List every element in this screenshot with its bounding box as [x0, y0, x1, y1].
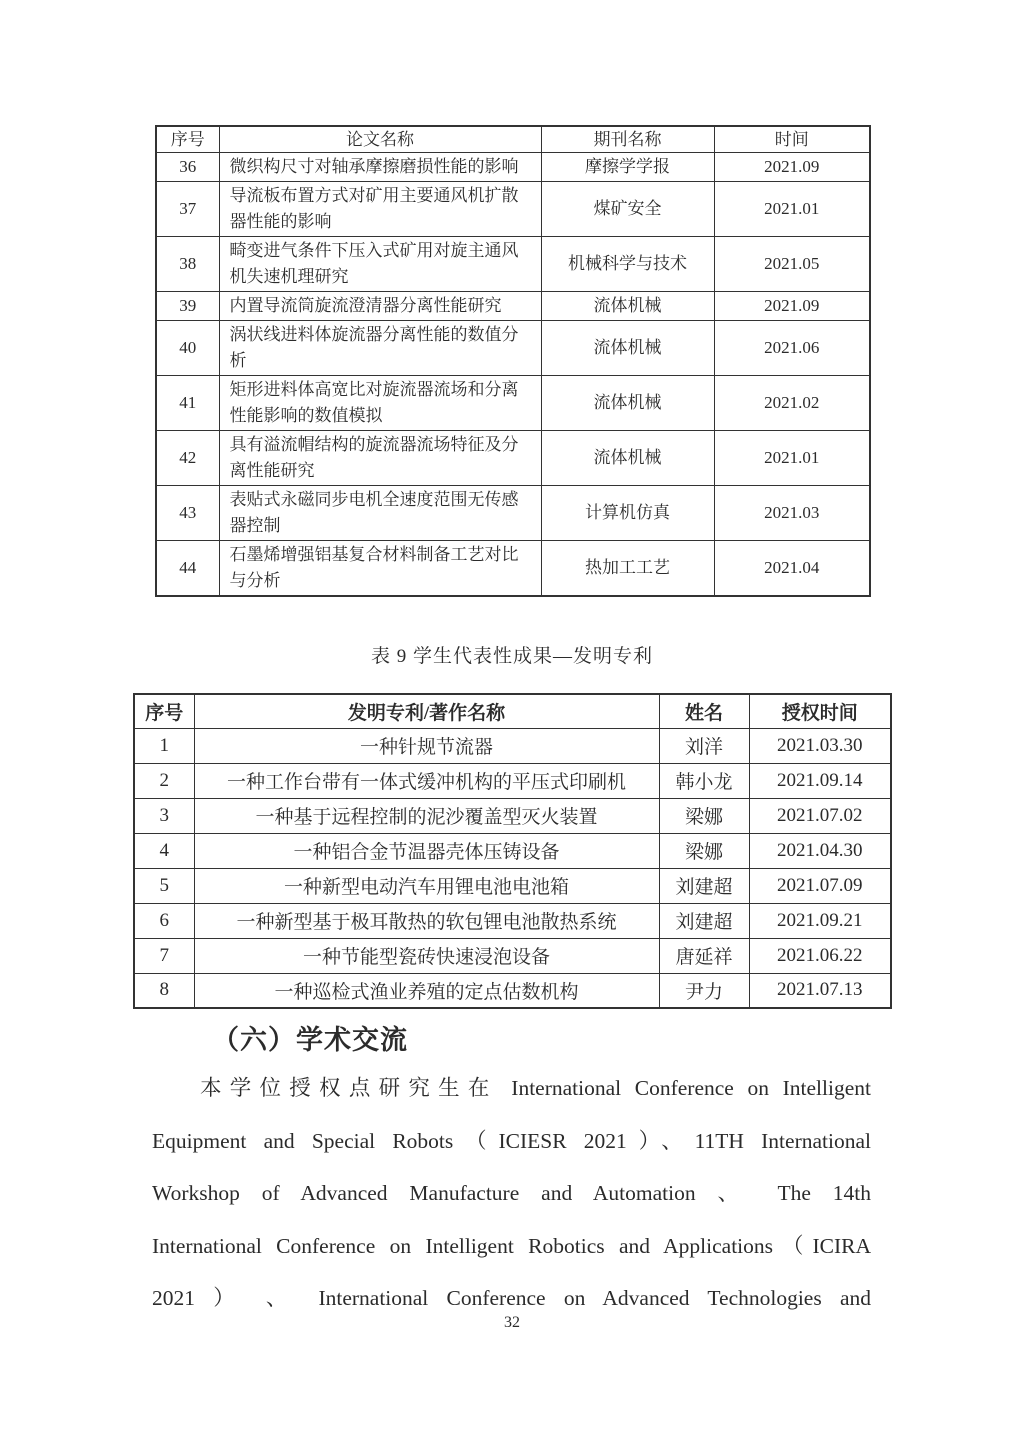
papers-cell: 表贴式永磁同步电机全速度范围无传感器控制 — [219, 486, 541, 541]
patents-cell: 6 — [134, 903, 194, 938]
patents-cell: 刘建超 — [659, 868, 749, 903]
papers-cell: 39 — [156, 292, 219, 321]
papers-cell: 流体机械 — [541, 292, 714, 321]
papers-cell: 2021.03 — [714, 486, 870, 541]
papers-cell: 44 — [156, 541, 219, 597]
papers-row — [156, 376, 870, 431]
papers-cell: 矩形进料体高宽比对旋流器流场和分离性能影响的数值模拟 — [219, 376, 541, 431]
papers-cell: 机械科学与技术 — [541, 237, 714, 292]
patents-cell: 一种基于远程控制的泥沙覆盖型灭火装置 — [194, 798, 659, 833]
patents-cell: 2021.03.30 — [749, 728, 891, 763]
patents-cell: 5 — [134, 868, 194, 903]
papers-cell: 导流板布置方式对矿用主要通风机扩散器性能的影响 — [219, 182, 541, 237]
papers-cell: 具有溢流帽结构的旋流器流场特征及分离性能研究 — [219, 431, 541, 486]
patents-cell: 2021.06.22 — [749, 938, 891, 973]
patents-cell: 2021.07.09 — [749, 868, 891, 903]
patents-col-no: 序号 — [134, 694, 194, 728]
papers-cell: 41 — [156, 376, 219, 431]
patents-row — [134, 728, 891, 763]
papers-row — [156, 431, 870, 486]
patents-table-header — [134, 694, 891, 728]
papers-cell: 40 — [156, 321, 219, 376]
papers-cell: 36 — [156, 153, 219, 182]
patents-row — [134, 798, 891, 833]
patents-cell: 8 — [134, 973, 194, 1008]
patents-cell: 2 — [134, 763, 194, 798]
papers-cell: 热加工工艺 — [541, 541, 714, 597]
patents-cell: 2021.09.21 — [749, 903, 891, 938]
patents-cell: 刘洋 — [659, 728, 749, 763]
papers-row — [156, 486, 870, 541]
papers-cell: 2021.02 — [714, 376, 870, 431]
patents-cell: 一种铝合金节温器壳体压铸设备 — [194, 833, 659, 868]
paragraph-line: 本学位授权点研究生在 International Conference on Intelligent — [200, 1076, 871, 1100]
papers-table-header — [156, 126, 870, 153]
patents-cell: 一种新型基于极耳散热的软包锂电池散热系统 — [194, 903, 659, 938]
papers-row — [156, 541, 870, 597]
patents-col-title: 发明专利/著作名称 — [194, 694, 659, 728]
patents-cell: 2021.09.14 — [749, 763, 891, 798]
patents-cell: 3 — [134, 798, 194, 833]
patents-cell: 梁娜 — [659, 798, 749, 833]
table9-caption: 表 9 学生代表性成果—发明专利 — [370, 646, 653, 667]
papers-cell: 2021.09 — [714, 292, 870, 321]
papers-cell: 37 — [156, 182, 219, 237]
papers-cell: 流体机械 — [541, 321, 714, 376]
patents-row — [134, 868, 891, 903]
papers-cell: 42 — [156, 431, 219, 486]
patents-cell: 唐延祥 — [659, 938, 749, 973]
patents-row — [134, 763, 891, 798]
papers-cell: 畸变进气条件下压入式矿用对旋主通风机失速机理研究 — [219, 237, 541, 292]
papers-cell: 2021.04 — [714, 541, 870, 597]
patents-cell: 梁娜 — [659, 833, 749, 868]
paragraph-line: Workshop of Advanced Manufacture and Automation 、 The 14th — [152, 1181, 871, 1205]
patents-cell: 2021.07.13 — [749, 973, 891, 1008]
patents-cell: 韩小龙 — [659, 763, 749, 798]
papers-cell: 2021.06 — [714, 321, 870, 376]
patents-cell: 7 — [134, 938, 194, 973]
patents-cell: 一种工作台带有一体式缓冲机构的平压式印刷机 — [194, 763, 659, 798]
papers-cell: 2021.01 — [714, 431, 870, 486]
papers-cell: 内置导流筒旋流澄清器分离性能研究 — [219, 292, 541, 321]
patents-cell: 4 — [134, 833, 194, 868]
paragraph-line: Equipment and Special Robots（ICIESR 2021）、11TH International — [152, 1128, 871, 1153]
papers-cell: 计算机仿真 — [541, 486, 714, 541]
patents-cell: 一种新型电动汽车用锂电池电池箱 — [194, 868, 659, 903]
patents-row — [134, 903, 891, 938]
papers-cell: 微织构尺寸对轴承摩擦磨损性能的影响 — [219, 153, 541, 182]
papers-cell: 煤矿安全 — [541, 182, 714, 237]
patents-cell: 尹力 — [659, 973, 749, 1008]
papers-col-no: 序号 — [156, 126, 219, 153]
papers-cell: 2021.09 — [714, 153, 870, 182]
patents-col-name: 姓名 — [659, 694, 749, 728]
patents-row — [134, 833, 891, 868]
papers-col-date: 时间 — [714, 126, 870, 153]
patents-cell: 2021.04.30 — [749, 833, 891, 868]
papers-cell: 流体机械 — [541, 376, 714, 431]
patents-cell: 1 — [134, 728, 194, 763]
papers-row — [156, 182, 870, 237]
papers-cell: 石墨烯增强铝基复合材料制备工艺对比与分析 — [219, 541, 541, 597]
paragraph-line: International Conference on Intelligent Robotics and Applications（ICIRA — [152, 1233, 871, 1258]
papers-row — [156, 292, 870, 321]
papers-cell: 43 — [156, 486, 219, 541]
papers-col-title: 论文名称 — [219, 126, 541, 153]
patents-cell: 2021.07.02 — [749, 798, 891, 833]
papers-cell: 2021.05 — [714, 237, 870, 292]
patents-cell: 一种节能型瓷砖快速浸泡设备 — [194, 938, 659, 973]
patents-cell: 一种巡检式渔业养殖的定点估数机构 — [194, 973, 659, 1008]
section-heading: （六）学术交流 — [212, 1025, 408, 1055]
patents-cell: 一种针规节流器 — [194, 728, 659, 763]
page-number: 32 — [504, 1314, 520, 1331]
patents-table — [133, 693, 892, 1009]
papers-row — [156, 153, 870, 182]
papers-cell: 2021.01 — [714, 182, 870, 237]
papers-cell: 摩擦学学报 — [541, 153, 714, 182]
paragraph-line: 2021 ） 、 International Conference on Advanced Technologies and — [152, 1286, 871, 1310]
papers-row — [156, 321, 870, 376]
patents-row — [134, 938, 891, 973]
papers-cell: 流体机械 — [541, 431, 714, 486]
papers-table — [155, 125, 871, 597]
patents-row — [134, 973, 891, 1008]
papers-cell: 38 — [156, 237, 219, 292]
papers-col-journal: 期刊名称 — [541, 126, 714, 153]
patents-col-date: 授权时间 — [749, 694, 891, 728]
papers-row — [156, 237, 870, 292]
papers-cell: 涡状线进料体旋流器分离性能的数值分析 — [219, 321, 541, 376]
academic-exchange-paragraph — [152, 1062, 871, 1325]
patents-cell: 刘建超 — [659, 903, 749, 938]
